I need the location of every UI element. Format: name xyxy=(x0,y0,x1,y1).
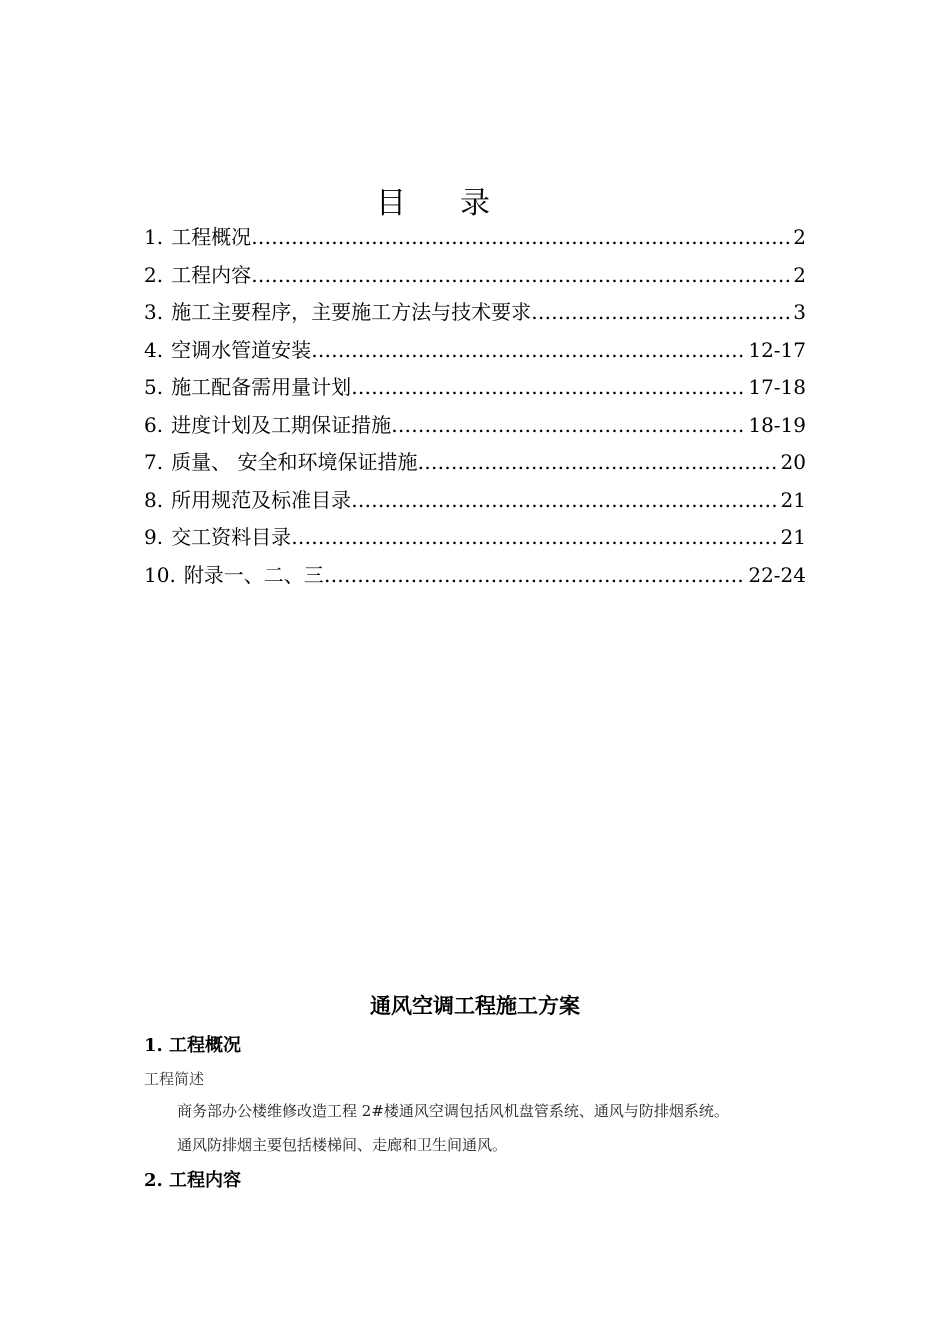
toc-item-text: 进度计划及工期保证措施 xyxy=(171,412,392,437)
toc-leader-dots xyxy=(351,369,746,407)
toc-item-4[interactable] xyxy=(144,332,806,370)
toc-item-text: 质量、 安全和环境保证措施 xyxy=(171,450,418,474)
toc-item-2[interactable] xyxy=(144,257,806,295)
paragraph: 商务部办公楼维修改造工程 2#楼通风空调包括风机盘管系统、通风与防排烟系统。 xyxy=(177,1102,729,1120)
toc-item-6[interactable] xyxy=(144,407,806,445)
toc-item-5[interactable] xyxy=(144,369,806,407)
toc-item-page: 20 xyxy=(780,450,806,474)
document-title: 通风空调工程施工方案 xyxy=(370,993,580,1018)
toc-item-10[interactable] xyxy=(144,557,806,595)
toc-list xyxy=(144,219,806,594)
toc-item-text: 所用规范及标准目录 xyxy=(171,487,352,512)
toc-item-number: 1. xyxy=(144,225,164,249)
toc-item-page: 3 xyxy=(793,300,806,324)
toc-leader-dots xyxy=(251,219,791,257)
toc-item-page: 22-24 xyxy=(748,562,806,587)
toc-leader-dots xyxy=(251,257,791,295)
toc-item-number: 5. xyxy=(144,375,164,399)
toc-item-number: 9. xyxy=(144,525,164,549)
toc-item-7[interactable] xyxy=(144,444,806,482)
toc-leader-dots xyxy=(291,519,778,557)
toc-item-8[interactable] xyxy=(144,482,806,520)
toc-item-text: 工程概况 xyxy=(171,225,252,249)
toc-item-page: 17-18 xyxy=(748,375,806,399)
toc-item-number: 4. xyxy=(144,337,164,362)
toc-leader-dots xyxy=(391,407,746,445)
toc-item-page: 21 xyxy=(780,487,806,512)
toc-item-text: 施工配备需用量计划 xyxy=(171,375,352,399)
toc-item-text: 交工资料目录 xyxy=(171,525,292,549)
toc-leader-dots xyxy=(324,557,747,595)
toc-item-number: 8. xyxy=(144,487,164,512)
toc-item-3[interactable] xyxy=(144,294,806,332)
section-heading-content: 2. 工程内容 xyxy=(144,1170,242,1191)
toc-item-1[interactable] xyxy=(144,219,806,257)
toc-item-number: 6. xyxy=(144,412,164,437)
section-heading-overview: 1. 工程概况 xyxy=(144,1035,242,1056)
toc-item-text: 附录一、二、三 xyxy=(183,562,324,587)
toc-item-page: 2 xyxy=(793,225,806,249)
toc-item-page: 2 xyxy=(793,262,806,287)
subsection-heading: 工程简述 xyxy=(144,1070,205,1088)
toc-leader-dots xyxy=(311,332,746,370)
toc-item-number: 2. xyxy=(144,262,164,287)
toc-item-number: 3. xyxy=(144,300,164,324)
toc-item-text: 空调水管道安装 xyxy=(171,337,312,362)
toc-title-right: 录 xyxy=(460,186,490,221)
toc-item-number: 7. xyxy=(144,450,164,474)
toc-item-9[interactable] xyxy=(144,519,806,557)
toc-leader-dots xyxy=(417,444,778,482)
toc-leader-dots xyxy=(531,294,791,332)
toc-title xyxy=(0,178,866,222)
toc-leader-dots xyxy=(351,482,778,520)
toc-item-page: 21 xyxy=(780,525,806,549)
paragraph: 通风防排烟主要包括楼梯间、走廊和卫生间通风。 xyxy=(177,1136,508,1154)
toc-item-number: 10. xyxy=(144,562,176,587)
toc-title-left: 目 xyxy=(376,186,406,221)
toc-item-text: 工程内容 xyxy=(171,262,252,287)
toc-item-page: 18-19 xyxy=(748,412,806,437)
toc-item-page: 12-17 xyxy=(748,337,806,362)
toc-item-text: 施工主要程序，主要施工方法与技术要求 xyxy=(171,300,532,324)
